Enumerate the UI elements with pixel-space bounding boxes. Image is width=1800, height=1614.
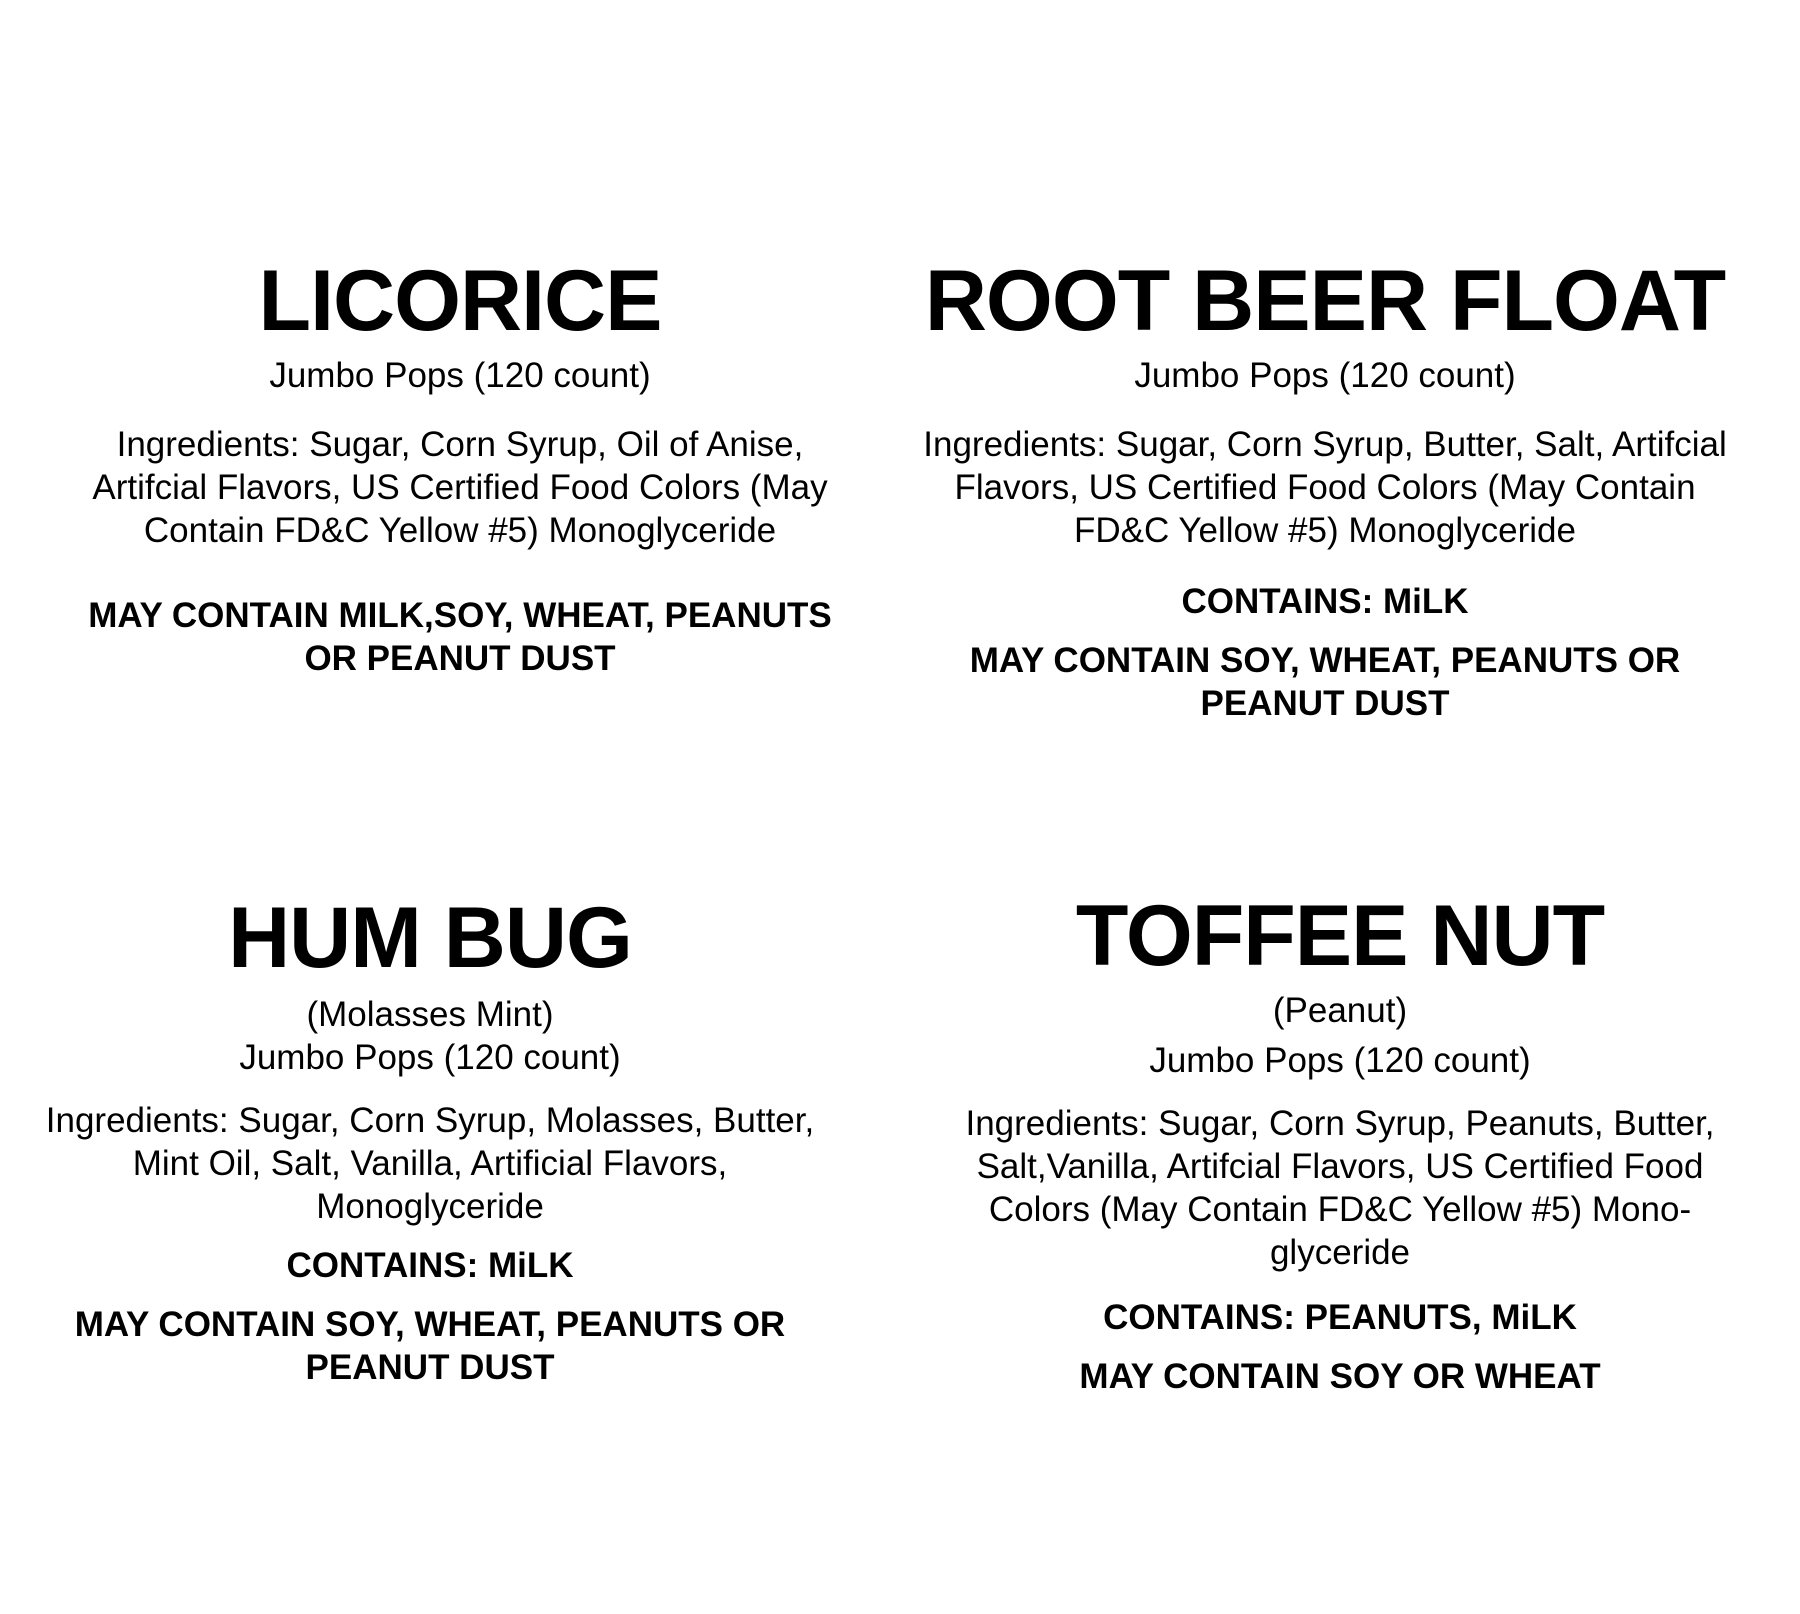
may-contain-warning: MAY CONTAIN SOY, WHEAT, PEANUTS OR PEANUT DUST — [969, 641, 1681, 723]
product-label-root-beer-float — [915, 253, 1735, 725]
ingredients-text: Ingredients: Sugar, Corn Syrup, Molasses, Butter, Mint Oil, Salt, Vanilla, Artificial Flavors, Monoglyceride — [45, 1101, 815, 1226]
ingredients-text: Ingredients: Sugar, Corn Syrup, Peanuts, Butter, Salt,Vanilla, Artifcial Flavors, US Certified Food Colors (May Contain FD&C Yellow #5) Mono-glyceride — [965, 1104, 1715, 1272]
product-subtitle: Jumbo Pops (120 count) — [1149, 1041, 1531, 1080]
contains-warning: CONTAINS: PEANUTS, MiLK — [1103, 1298, 1577, 1337]
product-label-hum-bug — [30, 890, 830, 1389]
may-contain-warning: MAY CONTAIN SOY OR WHEAT — [1079, 1357, 1601, 1396]
product-label-toffee-nut — [940, 888, 1740, 1398]
contains-warning: CONTAINS: MiLK — [1181, 582, 1469, 621]
product-title: HUM BUG — [228, 890, 632, 986]
product-variant: (Peanut) — [1272, 991, 1408, 1030]
product-subtitle: Jumbo Pops (120 count) — [269, 356, 651, 395]
may-contain-warning: MAY CONTAIN SOY, WHEAT, PEANUTS OR PEANUT DUST — [74, 1305, 786, 1387]
product-subtitle: Jumbo Pops (120 count) — [239, 1038, 621, 1077]
product-subtitle: Jumbo Pops (120 count) — [1134, 356, 1516, 395]
ingredients-text: Ingredients: Sugar, Corn Syrup, Butter, Salt, Artifcial Flavors, US Certified Food Colors (May Contain FD&C Yellow #5) Monoglyceride — [923, 425, 1727, 550]
product-title: LICORICE — [258, 253, 662, 349]
product-title: ROOT BEER FLOAT — [924, 253, 1726, 349]
ingredients-text: Ingredients: Sugar, Corn Syrup, Oil of Anise, Artifcial Flavors, US Certified Food Colors (May Contain FD&C Yellow #5) Monoglyceride — [92, 425, 828, 550]
product-title: TOFFEE NUT — [1075, 888, 1605, 984]
may-contain-warning: MAY CONTAIN MILK,SOY, WHEAT, PEANUTS OR PEANUT DUST — [88, 596, 832, 678]
product-label-licorice — [60, 253, 860, 680]
product-variant: (Molasses Mint) — [306, 995, 554, 1034]
contains-warning: CONTAINS: MiLK — [286, 1246, 574, 1285]
